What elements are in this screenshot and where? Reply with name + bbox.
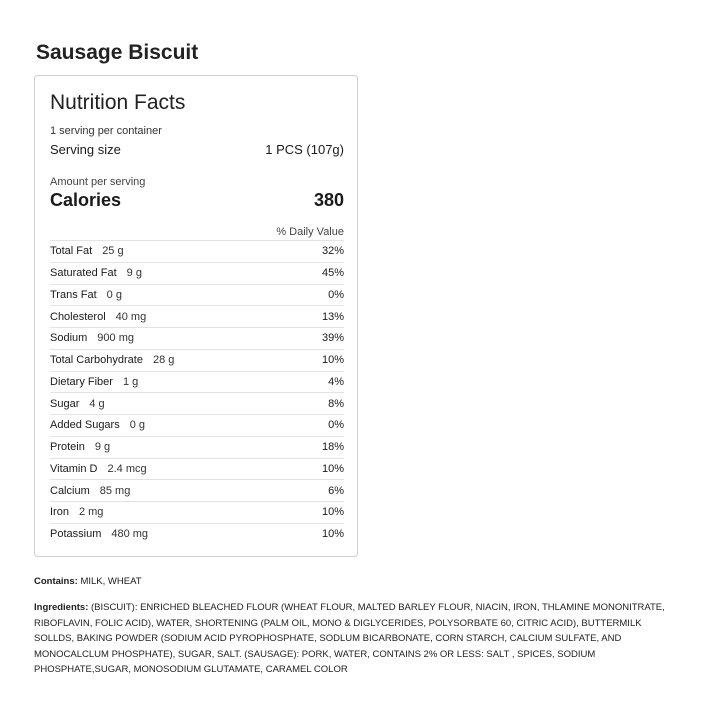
nutrient-name-amount <box>50 528 148 540</box>
nutrient-daily-value: 0% <box>328 288 344 301</box>
nutrient-name: Potassium <box>50 528 102 541</box>
nutrient-name-amount <box>50 506 103 518</box>
nutrient-row <box>50 414 344 436</box>
nutrient-amount: 480 mg <box>111 528 149 541</box>
contains-statement <box>34 576 142 587</box>
nutrient-name: Protein <box>50 441 85 454</box>
calories-row <box>50 190 344 211</box>
serving-size-value: 1 PCS (107g) <box>265 142 344 157</box>
nutrient-name-amount <box>50 398 105 410</box>
nutrient-name: Trans Fat <box>50 288 97 301</box>
serving-size-label: Serving size <box>50 142 121 157</box>
nutrient-name-amount <box>50 354 174 366</box>
nutrient-name-amount <box>50 245 124 257</box>
nutrient-amount: 9 g <box>126 267 142 280</box>
nutrient-amount: 4 g <box>89 397 105 410</box>
nutrient-row <box>50 436 344 458</box>
ingredients-label: Ingredients: <box>34 602 89 613</box>
nutrient-row <box>50 501 344 523</box>
nutrient-name: Vitamin D <box>50 462 98 475</box>
nutrient-list <box>50 240 344 545</box>
nutrient-daily-value: 10% <box>321 462 344 475</box>
nutrient-amount: 2.4 mcg <box>107 462 147 475</box>
nutrient-name: Calcium <box>50 484 90 497</box>
nutrient-daily-value: 8% <box>328 397 344 410</box>
amount-per-serving: Amount per serving <box>50 176 146 188</box>
nutrient-daily-value: 32% <box>321 245 344 258</box>
nutrient-row <box>50 523 344 545</box>
ingredients-statement <box>34 600 674 678</box>
nutrient-amount: 9 g <box>94 441 111 454</box>
nutrient-name-amount <box>50 463 147 475</box>
nutrient-amount: 25 g <box>102 245 124 258</box>
ingredients-text: (BISCUIT): ENRICHED BLEACHED FLOUR (WHEAT FLOUR, MALTED BARLEY FLOUR, NIACIN, IRON, THLAMINE MONONITRATE, RIBOFLAVIN, FOLIC ACID), WATER, SHORTENING (PALM OIL, MONO & DIGLYCERIDES, POLYSORBATE 60, CITRIC ACID), BUTTERMILK SOLLDS, BAKING POWDER (SODIUM ACID PYROPHOSPHATE, SODLUM BICARBONATE, CORN STARCH, CALCIUM SULFATE, AND MONOCALCLUM PHOSPHATE), SUGAR, SALT. (SAUSAGE): PORK, WATER, CONTAINS 2% OR LESS: SALT , SPICES, SODIUM PHOSPHATE,SUGAR, MONOSODIUM GLUTAMATE, CARAMEL COLOR <box>34 602 665 675</box>
nutrient-daily-value: 10% <box>321 528 344 541</box>
nutrient-daily-value: 13% <box>321 310 344 323</box>
product-title: Sausage Biscuit <box>36 41 199 64</box>
nutrient-daily-value: 10% <box>321 506 344 519</box>
nutrient-row <box>50 240 344 262</box>
contains-text: MILK, WHEAT <box>80 576 142 587</box>
nutrient-name-amount <box>50 441 110 453</box>
nutrient-daily-value: 39% <box>321 332 344 345</box>
daily-value-header: % Daily Value <box>276 226 344 238</box>
nutrient-name-amount <box>50 267 142 279</box>
nutrient-amount: 85 mg <box>99 484 131 497</box>
nutrient-name: Total Carbohydrate <box>50 354 143 367</box>
nutrient-daily-value: 10% <box>321 354 344 367</box>
nutrient-name-amount <box>50 289 122 301</box>
nutrient-daily-value: 6% <box>328 484 344 497</box>
nutrient-amount: 1 g <box>122 375 139 388</box>
nutrient-amount: 900 mg <box>97 332 134 345</box>
nutrient-name: Dietary Fiber <box>50 375 113 388</box>
nutrient-row <box>50 349 344 371</box>
nutrient-name: Sugar <box>50 397 80 410</box>
nutrient-row <box>50 305 344 327</box>
calories-label: Calories <box>50 190 122 210</box>
serving-size-row <box>50 142 344 157</box>
nutrient-row <box>50 479 344 501</box>
nutrient-name-amount <box>50 485 130 497</box>
nutrient-name: Iron <box>50 506 69 519</box>
nutrient-daily-value: 45% <box>321 267 344 280</box>
nutrient-row <box>50 327 344 349</box>
nutrient-name-amount <box>50 311 146 323</box>
nutrient-amount: 0 g <box>129 419 146 432</box>
nutrient-name: Sodium <box>50 332 88 345</box>
nutrient-name-amount <box>50 419 145 431</box>
nutrient-name: Cholesterol <box>50 310 106 323</box>
nutrient-name: Total Fat <box>50 245 93 258</box>
nutrient-amount: 0 g <box>106 288 122 301</box>
nutrient-name: Saturated Fat <box>50 267 117 280</box>
nutrient-amount: 28 g <box>152 354 175 367</box>
nutrient-daily-value: 18% <box>321 441 344 454</box>
nutrient-daily-value: 4% <box>328 375 344 388</box>
nutrient-row <box>50 262 344 284</box>
nutrient-daily-value: 0% <box>328 419 344 432</box>
contains-label: Contains: <box>34 576 78 587</box>
calories-value: 380 <box>313 190 344 210</box>
nutrient-row <box>50 284 344 306</box>
nutrient-row <box>50 458 344 480</box>
nutrition-facts-heading: Nutrition Facts <box>50 91 186 114</box>
servings-per-container: 1 serving per container <box>50 125 162 137</box>
nutrient-name-amount <box>50 332 134 344</box>
nutrient-name: Added Sugars <box>50 419 120 432</box>
nutrient-name-amount <box>50 376 138 388</box>
nutrient-amount: 2 mg <box>78 506 104 519</box>
nutrient-row <box>50 392 344 414</box>
nutrition-facts-panel <box>34 75 358 557</box>
nutrient-row <box>50 371 344 393</box>
nutrient-amount: 40 mg <box>115 310 147 323</box>
